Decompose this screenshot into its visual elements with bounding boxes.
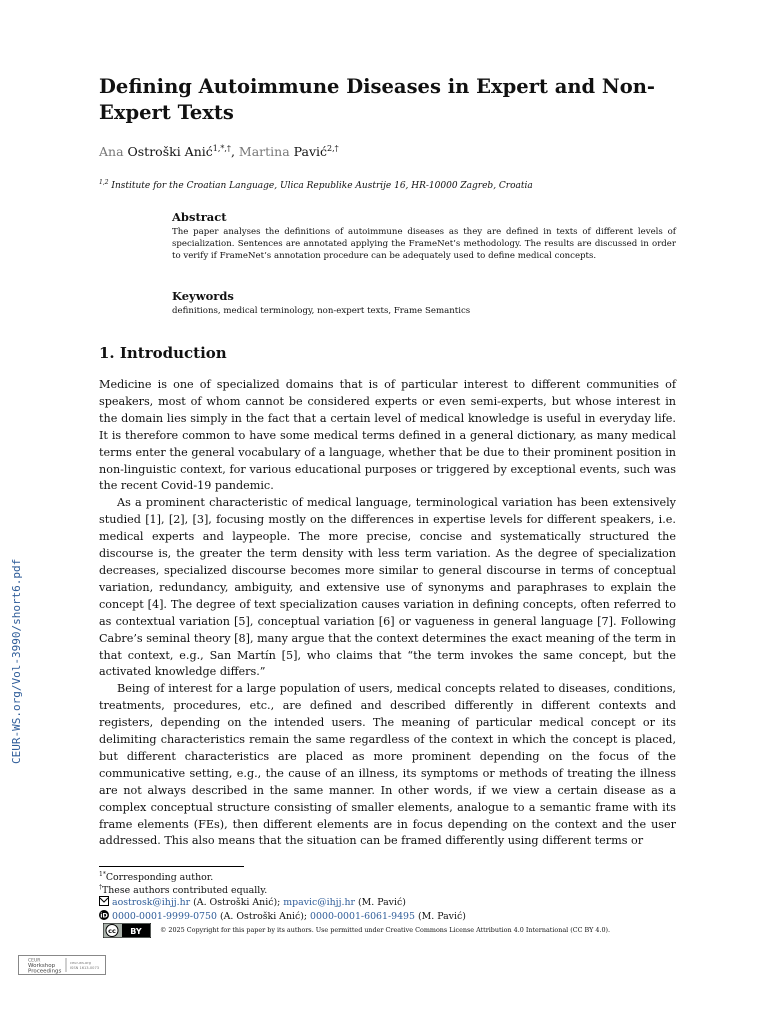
footnote-rule [99, 866, 244, 867]
footnote-orcids [99, 910, 466, 923]
author-family-name: Ostroški Anić [127, 144, 213, 160]
workshop-label: Workshop [28, 963, 56, 969]
author-list [99, 144, 339, 159]
footnote-text: These authors contributed equally. [102, 885, 268, 897]
author-separator: , [230, 144, 239, 160]
orcid-owner: (A. Ostroški Anić); [219, 911, 308, 922]
abstract-text: The paper analyses the definitions of autoimmune diseases as they are defined in texts of different levels of specialization. Sentences are annotated applying the FrameNet’s methodology. The results are discussed in order to verify if FrameNet’s annotation procedure can be adequately used to define medical concepts. [172, 227, 676, 262]
ceur-url-label: ceur-ws.org [70, 961, 91, 965]
email-icon [99, 896, 109, 906]
footnote-equal [99, 882, 267, 897]
email-link[interactable]: aostrosk@ihjj.hr [112, 897, 191, 908]
paper-title: Defining Autoimmune Diseases in Expert and Non-Expert Texts [99, 75, 656, 124]
orcid-owner: (M. Pavić) [417, 911, 466, 922]
affiliation-marks: 1,2 [99, 179, 109, 186]
footnote-text: Corresponding author. [105, 872, 214, 884]
author-given-name: Martina [238, 144, 290, 160]
section-body [99, 377, 676, 850]
ceur-label: CEUR [28, 958, 41, 964]
cc-by-badge [103, 923, 151, 938]
body-paragraph: As a prominent characteristic of medical language, terminological variation has been extensively studied [1], [2], [3], focusing mostly on the differences in expertise levels for different speakers, i.e. medical experts and laypeople. The more precise, concise and systematically structured the discourse is, the greater the term density with less term variation. As the degree of specialization decreases, specialized discourse becomes more similar to general discourse in terms of conceptual variation, redundancy, ambiguity, and extensive use of synonyms and paraphrases to explain the concept [4]. The degree of text specialization causes variation in defining concepts, often referred to as contextual variation [5], conceptual variation [6] or vagueness in general language [7]. Following Cabre’s seminal theory [8], many argue that the context determines the exact meaning of the term in that context, e.g., San Martín [5], who claims that “the term invokes the same concept, but the activated knowledge differs.” [99, 496, 676, 679]
abstract-heading: Abstract [172, 210, 227, 224]
issn-label: ISSN 1613-0073 [70, 966, 100, 970]
email-link[interactable]: mpavic@ihjj.hr [283, 897, 355, 908]
body-paragraph: Medicine is one of specialized domains that is of particular interest to different communities of speakers, most of whom cannot be considered experts or even semi-experts, but whose interest in the domain lies simply in the fact that a certain level of medical knowledge is useful in everyday life. It is therefore common to have some medical terms defined in a general dictionary, as many medical terms enter the general vocabulary of a language, whether that be due to their prominent position in non-linguistic context, for various educational purposes or triggered by exceptional events, such was the recent Covid-19 pandemic. [99, 378, 676, 493]
orcid-link[interactable]: 0000-0001-6061-9495 [310, 911, 415, 922]
svg-text:iD: iD [100, 911, 108, 920]
footnote-mark: 1* [99, 871, 106, 878]
author-given-name: Ana [99, 144, 124, 160]
affiliation-text: Institute for the Croatian Language, Ulica Republike Austrije 16, HR-10000 Zagreb, Croatia [111, 181, 533, 191]
footnote-emails [99, 896, 406, 909]
proceedings-label: Proceedings [28, 968, 62, 975]
author-marks: 1,*,† [212, 144, 231, 153]
cc-label: cc [108, 927, 116, 935]
keywords-block [172, 289, 676, 317]
body-paragraph: Being of interest for a large population of users, medical concepts related to diseases, conditions, treatments, procedures, etc., are defined and described differently in different contexts and registers, depending on the intended users. The meaning of particular medical concept or its delimiting characteristics remain the same regardless of the context in which the concept is placed, but different characteristics are placed as more prominent depending on the focus of the communicative setting, e.g., the cause of an illness, its symptoms or methods of treating the illness are not always described in the same manner. In other words, if we view a certain disease as a complex conceptual structure consisting of smaller elements, analogue to a semantic frame with its frame elements (FEs), then different elements are in focus depending on the context and the user addressed. This also means that the situation can be framed differently using different terms or [99, 682, 676, 848]
abstract-block [172, 210, 676, 263]
section-heading: 1. Introduction [99, 344, 227, 362]
orcid-link[interactable]: 0000-0001-9999-0750 [112, 911, 217, 922]
ceur-side-link[interactable]: CEUR-WS.org/Vol-3990/short6.pdf [10, 558, 23, 764]
footnote-mark: † [99, 884, 102, 891]
email-owner: (M. Pavić) [357, 897, 406, 908]
copyright-notice: © 2025 Copyright for this paper by its authors. Use permitted under Creative Commons License Attribution 4.0 International (CC BY 4.0). [160, 926, 611, 934]
keywords-text: definitions, medical terminology, non-expert texts, Frame Semantics [172, 306, 471, 316]
author-family-name: Pavić [293, 144, 328, 160]
by-label: BY [130, 927, 142, 936]
author-marks: 2,† [327, 144, 339, 153]
email-owner: (A. Ostroški Anić); [193, 897, 281, 908]
keywords-heading: Keywords [172, 289, 234, 303]
affiliation [99, 179, 533, 191]
ceur-workshop-logo [18, 955, 106, 975]
orcid-icon [99, 910, 109, 920]
